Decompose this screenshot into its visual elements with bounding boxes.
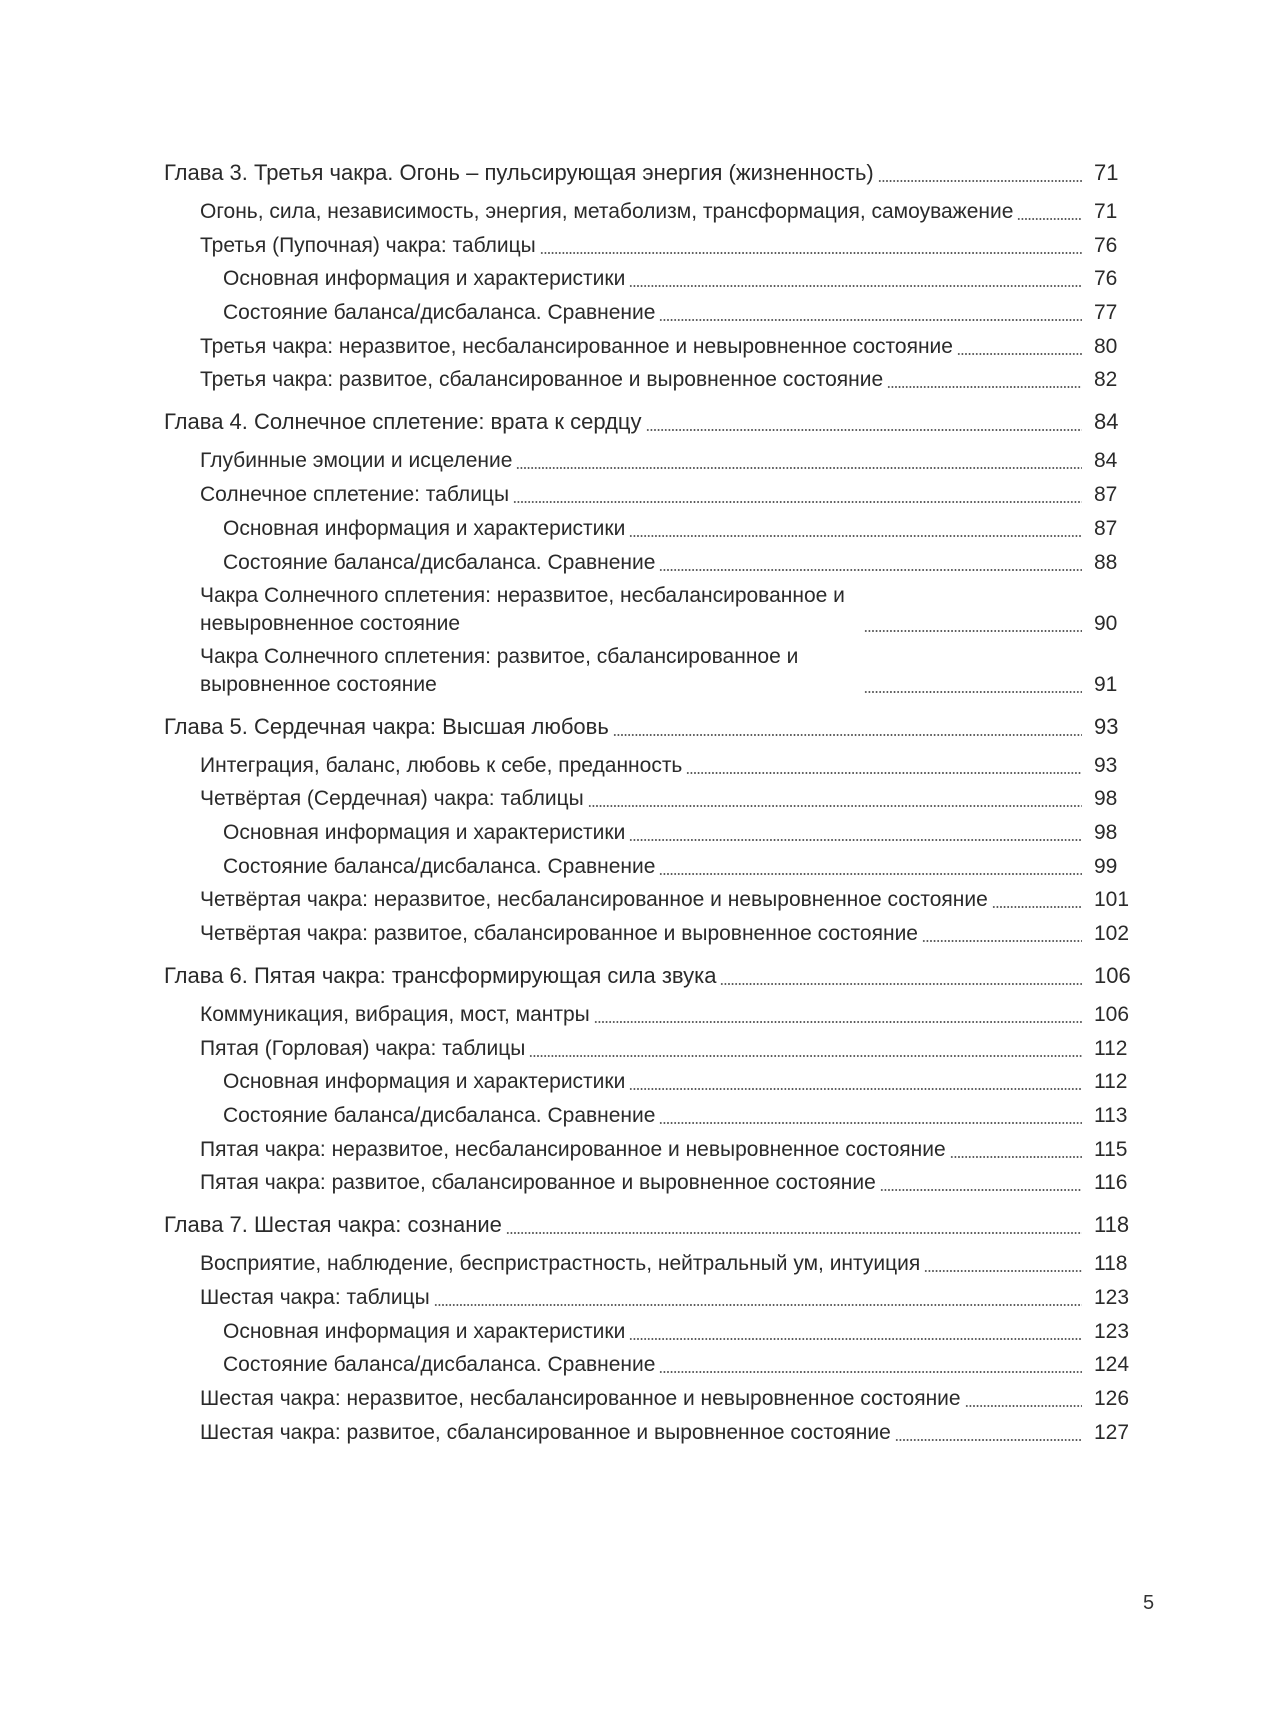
toc-entry-title: Глава 5. Сердечная чакра: Высшая любовь xyxy=(164,713,609,739)
toc-page-number: 87 xyxy=(1094,516,1118,540)
toc-page-number: 98 xyxy=(1094,820,1118,844)
toc-chapter xyxy=(164,407,1134,698)
toc-entry-title: Пятая (Горловая) чакра: таблицы xyxy=(200,1036,526,1060)
dot-leader xyxy=(629,285,1082,287)
toc-entry-title: Огонь, сила, независимость, энергия, метаболизм, трансформация, самоуважение xyxy=(200,200,1014,223)
toc-page-number: 84 xyxy=(1094,409,1119,435)
dot-leader xyxy=(720,983,1082,985)
toc-page-number: 99 xyxy=(1094,854,1118,878)
toc-entry-title: Состояние баланса/дисбаланса. Сравнение xyxy=(223,301,656,325)
toc-entry[interactable] xyxy=(223,853,1134,881)
toc-chapter-heading[interactable] xyxy=(164,407,1134,437)
toc-entry[interactable] xyxy=(200,1419,1134,1447)
toc-entry-title: Глава 4. Солнечное сплетение: врата к сердцу xyxy=(164,409,642,435)
toc-page-number: 101 xyxy=(1094,888,1130,912)
table-of-contents xyxy=(164,158,1134,1453)
toc-entry-title: Шестая чакра: неразвитое, несбалансированное и невыровненное состояние xyxy=(200,1387,961,1411)
toc-entry-title: Состояние баланса/дисбаланса. Сравнение xyxy=(223,854,656,878)
toc-chapter-heading[interactable] xyxy=(164,158,1134,188)
dot-leader xyxy=(992,906,1082,908)
dot-leader xyxy=(588,805,1082,807)
dot-leader xyxy=(434,1304,1082,1306)
dot-leader xyxy=(659,1371,1082,1373)
toc-entry-title: Основная информация и характеристики xyxy=(223,1319,626,1343)
dot-leader xyxy=(864,691,1082,693)
dot-leader xyxy=(506,1232,1082,1234)
dot-leader xyxy=(516,467,1082,469)
dot-leader xyxy=(950,1156,1082,1158)
toc-page-number: 82 xyxy=(1094,368,1118,392)
dot-leader xyxy=(1017,218,1082,220)
toc-entry[interactable] xyxy=(200,1169,1134,1197)
toc-entry-title: Состояние баланса/дисбаланса. Сравнение xyxy=(223,550,656,574)
toc-chapter-heading[interactable] xyxy=(164,712,1134,742)
toc-entry-title: Четвёртая чакра: неразвитое, несбалансированное и невыровненное состояние xyxy=(200,888,988,912)
dot-leader xyxy=(540,252,1082,254)
toc-chapter-heading[interactable] xyxy=(164,1210,1134,1240)
toc-page-number: 112 xyxy=(1094,1070,1128,1094)
dot-leader xyxy=(613,734,1082,736)
toc-page-number: 77 xyxy=(1094,301,1118,325)
toc-page-number: 106 xyxy=(1094,962,1131,988)
dot-leader xyxy=(922,940,1082,942)
toc-page-number: 118 xyxy=(1094,1212,1130,1238)
toc-entry-title: Глубинные эмоции и исцеление xyxy=(200,449,513,473)
toc-entry-title: Глава 6. Пятая чакра: трансформирующая сила звука xyxy=(164,962,717,988)
toc-entry[interactable] xyxy=(200,752,1134,780)
toc-page-number: 76 xyxy=(1094,267,1118,291)
toc-page-number: 113 xyxy=(1094,1104,1128,1127)
dot-leader xyxy=(513,501,1082,503)
toc-entry-title: Глава 7. Шестая чакра: сознание xyxy=(164,1212,502,1238)
toc-entry[interactable] xyxy=(200,198,1134,226)
dot-leader xyxy=(880,1189,1082,1191)
toc-entry-title: Основная информация и характеристики xyxy=(223,267,626,291)
dot-leader xyxy=(659,1122,1082,1124)
dot-leader xyxy=(957,353,1082,355)
dot-leader xyxy=(629,535,1082,537)
toc-entry[interactable] xyxy=(223,515,1134,543)
toc-entry[interactable] xyxy=(223,1068,1134,1096)
dot-leader xyxy=(594,1021,1082,1023)
toc-page-number: 118 xyxy=(1094,1252,1128,1276)
toc-entry-title: Третья чакра: неразвитое, несбалансированное и невыровненное состояние xyxy=(200,334,953,358)
toc-entry-title: Шестая чакра: развитое, сбалансированное и выровненное состояние xyxy=(200,1420,891,1444)
toc-page-number: 123 xyxy=(1094,1286,1130,1310)
dot-leader xyxy=(529,1055,1082,1057)
toc-page-number: 87 xyxy=(1094,483,1118,507)
dot-leader xyxy=(686,772,1082,774)
toc-page-number: 71 xyxy=(1094,200,1118,223)
dot-leader xyxy=(629,839,1082,841)
toc-page-number: 71 xyxy=(1094,160,1119,185)
toc-entry-title: Восприятие, наблюдение, беспристрастность, нейтральный ум, интуиция xyxy=(200,1252,921,1276)
toc-entry[interactable] xyxy=(200,1284,1134,1312)
page-number: 5 xyxy=(1143,1592,1155,1614)
toc-page-number: 80 xyxy=(1094,334,1118,358)
toc-chapter xyxy=(164,158,1134,394)
toc-page-number: 98 xyxy=(1094,787,1118,811)
dot-leader xyxy=(629,1338,1082,1340)
toc-entry[interactable] xyxy=(200,582,1134,638)
toc-entry[interactable] xyxy=(223,549,1134,577)
toc-entry[interactable] xyxy=(223,265,1134,293)
toc-entry-title: Пятая чакра: неразвитое, несбалансированное и невыровненное состояние xyxy=(200,1137,946,1161)
toc-entry-title: Чакра Солнечного сплетения: развитое, сбалансированное и выровненное состояние xyxy=(200,644,799,696)
toc-page-number: 116 xyxy=(1094,1171,1128,1195)
toc-page-number: 124 xyxy=(1094,1353,1130,1377)
toc-entry[interactable] xyxy=(223,299,1134,327)
toc-entry[interactable] xyxy=(200,333,1134,361)
toc-chapter-heading[interactable] xyxy=(164,961,1134,991)
toc-entry[interactable] xyxy=(200,481,1134,509)
toc-entry-title: Состояние баланса/дисбаланса. Сравнение xyxy=(223,1353,656,1377)
toc-entry-title: Коммуникация, вибрация, мост, мантры xyxy=(200,1002,590,1026)
toc-entry[interactable] xyxy=(200,1035,1134,1063)
toc-page-number: 93 xyxy=(1094,713,1119,739)
toc-entry[interactable] xyxy=(200,643,1134,699)
dot-leader xyxy=(887,386,1082,388)
toc-page-number: 112 xyxy=(1094,1036,1128,1060)
toc-entry[interactable] xyxy=(223,1351,1134,1379)
toc-entry[interactable] xyxy=(223,1102,1134,1130)
toc-entry[interactable] xyxy=(200,232,1134,260)
toc-entry-title: Шестая чакра: таблицы xyxy=(200,1286,430,1310)
toc-entry-title: Солнечное сплетение: таблицы xyxy=(200,483,510,507)
dot-leader xyxy=(659,873,1082,875)
dot-leader xyxy=(965,1405,1082,1407)
toc-chapter xyxy=(164,961,1134,1197)
toc-entry[interactable] xyxy=(200,1136,1134,1164)
toc-entry-title: Глава 3. Третья чакра. Огонь – пульсирующая энергия (жизненность) xyxy=(164,160,874,185)
toc-entry[interactable] xyxy=(200,366,1134,394)
toc-entry-title: Третья чакра: развитое, сбалансированное и выровненное состояние xyxy=(200,368,884,392)
dot-leader xyxy=(864,630,1082,632)
toc-entry-title: Четвёртая чакра: развитое, сбалансированное и выровненное состояние xyxy=(200,921,918,945)
toc-page-number: 91 xyxy=(1094,672,1118,696)
dot-leader xyxy=(646,429,1082,431)
toc-entry-title: Интеграция, баланс, любовь к себе, преданность xyxy=(200,753,683,777)
toc-entry[interactable] xyxy=(200,1385,1134,1413)
toc-page-number: 123 xyxy=(1094,1319,1130,1343)
toc-page-number: 102 xyxy=(1094,921,1130,945)
toc-page-number: 126 xyxy=(1094,1387,1130,1411)
toc-page-number: 76 xyxy=(1094,233,1118,257)
toc-entry[interactable] xyxy=(200,920,1134,948)
toc-entry-title: Пятая чакра: развитое, сбалансированное и выровненное состояние xyxy=(200,1171,876,1195)
toc-entry-title: Чакра Солнечного сплетения: неразвитое, несбалансированное и невыровненное состояние xyxy=(200,583,845,635)
dot-leader xyxy=(878,180,1082,182)
toc-page-number: 127 xyxy=(1094,1420,1130,1444)
toc-entry[interactable] xyxy=(223,1318,1134,1346)
toc-entry-title: Третья (Пупочная) чакра: таблицы xyxy=(200,233,536,257)
toc-entry[interactable] xyxy=(200,1001,1134,1029)
toc-chapter xyxy=(164,1210,1134,1446)
toc-page-number: 115 xyxy=(1094,1137,1128,1161)
toc-entry-title: Основная информация и характеристики xyxy=(223,1070,626,1094)
toc-entry-title: Основная информация и характеристики xyxy=(223,820,626,844)
toc-page-number: 90 xyxy=(1094,611,1118,635)
toc-page-number: 93 xyxy=(1094,753,1118,777)
toc-entry-title: Основная информация и характеристики xyxy=(223,516,626,540)
dot-leader xyxy=(895,1439,1082,1441)
toc-entry[interactable] xyxy=(200,1250,1134,1278)
dot-leader xyxy=(659,569,1082,571)
toc-entry[interactable] xyxy=(223,819,1134,847)
toc-entry-title: Состояние баланса/дисбаланса. Сравнение xyxy=(223,1104,656,1127)
toc-page-number: 106 xyxy=(1094,1002,1130,1026)
toc-entry[interactable] xyxy=(200,447,1134,475)
toc-page-number: 84 xyxy=(1094,449,1118,473)
toc-page-number: 88 xyxy=(1094,550,1118,574)
toc-entry[interactable] xyxy=(200,785,1134,813)
toc-entry[interactable] xyxy=(200,886,1134,914)
dot-leader xyxy=(629,1088,1082,1090)
toc-entry-title: Четвёртая (Сердечная) чакра: таблицы xyxy=(200,787,584,811)
dot-leader xyxy=(924,1270,1082,1272)
toc-chapter xyxy=(164,712,1134,948)
dot-leader xyxy=(659,319,1082,321)
